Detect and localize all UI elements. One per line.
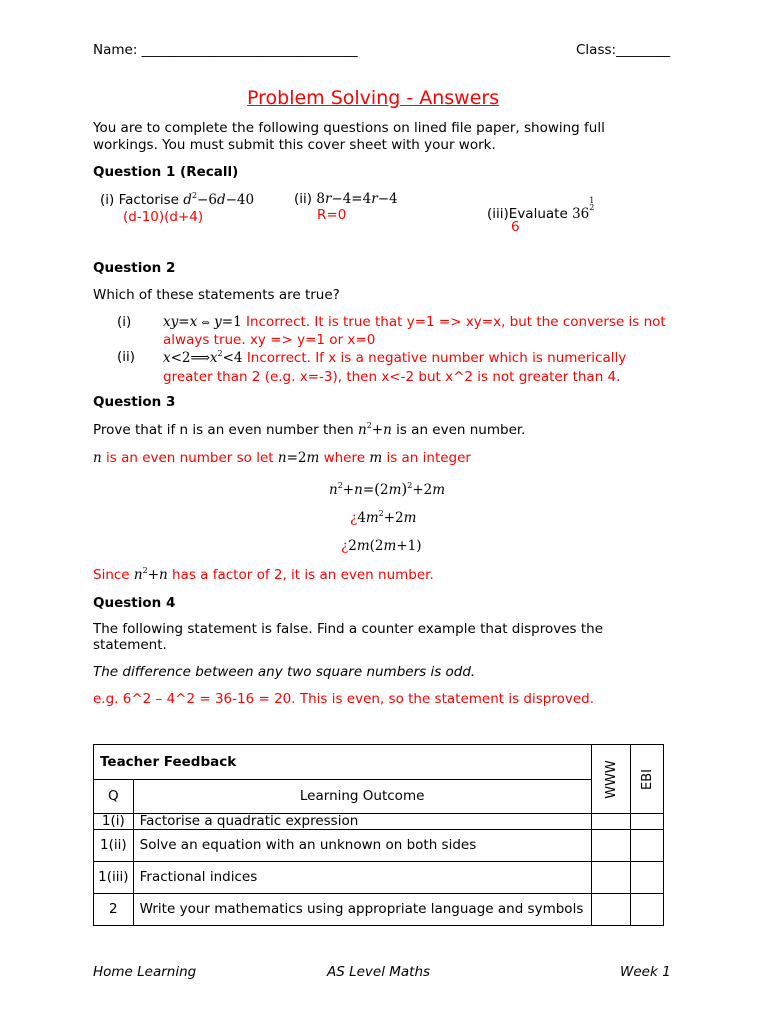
q1-ii-answer: R=0: [317, 207, 347, 223]
q3-let-expression: n=2m: [277, 450, 320, 466]
q3-conclusion-end: has a factor of 2, it is an even number.: [172, 567, 434, 583]
q3-var-n: n: [93, 450, 102, 466]
q-column-header: Q: [94, 780, 134, 814]
row-www-cell[interactable]: [591, 830, 631, 862]
row-ebi-cell[interactable]: [631, 894, 664, 926]
q4-statement: The difference between any two square numbers is odd.: [93, 664, 476, 680]
footer-right: Week 1: [620, 964, 671, 980]
q1-heading: Question 1 (Recall): [93, 164, 239, 180]
q2-i-label: (i): [117, 314, 132, 330]
q1-iii-prefix: (iii)Evaluate: [487, 206, 568, 222]
q1-i-block: [100, 192, 254, 208]
www-header-cell: [591, 745, 631, 814]
row-q: 1(i): [94, 814, 134, 830]
row-www-cell[interactable]: [591, 814, 631, 830]
row-ebi-cell[interactable]: [631, 830, 664, 862]
q1-iii-answer: 6: [511, 219, 520, 235]
table-row: [94, 830, 664, 862]
q3-working-line1: $n^2+n=(2m)^2+2m$: [329, 480, 446, 498]
q1-i-prefix: (i) Factorise: [100, 192, 179, 208]
row-q: 1(ii): [94, 830, 134, 862]
q2-ii-answer: Incorrect. If x is a negative number which is numerically greater than 2 (e.g. x=-3), then x<-2 but x^2 is not greater than 4.: [163, 350, 627, 385]
q1-ii-block: [294, 191, 398, 207]
q3-conclusion-expression: $n^2+n$: [133, 566, 168, 583]
q3-prompt-expression: $n^2+n$: [357, 421, 392, 438]
q1-ii-prefix: (ii): [294, 191, 313, 207]
q2-ii-label: (ii): [117, 349, 136, 365]
q3-heading: Question 3: [93, 394, 176, 410]
q3-let-text-c: is an integer: [386, 450, 471, 466]
name-field-label: Name: ________________________________: [93, 42, 358, 58]
q2-i-answer: Incorrect. It is true that y=1 => xy=x, but the converse is not always true. xy => y=1 or x=0: [163, 314, 666, 348]
table-row: [94, 894, 664, 926]
class-field-label: Class:________: [576, 42, 671, 58]
q1-i-answer: (d-10)(d+4): [123, 209, 204, 225]
q3-let-text-b: where: [323, 450, 366, 466]
row-ebi-cell[interactable]: [631, 862, 664, 894]
footer-left: Home Learning: [93, 964, 197, 980]
q2-ii-block: [163, 349, 673, 387]
table-row: [94, 814, 664, 830]
q2-i-statement: xy=x ⇔ y=1: [163, 314, 242, 330]
q3-working-line3: ¿2m(2m+1): [341, 538, 422, 554]
outcome-column-header: Learning Outcome: [133, 780, 591, 814]
q2-i-block: [163, 314, 673, 349]
row-q: 1(iii): [94, 862, 134, 894]
page-title: Problem Solving - Answers: [247, 87, 500, 109]
q3-working-line2: ¿$4m^2+2m$: [350, 509, 417, 526]
table-row: [94, 862, 664, 894]
row-q: 2: [94, 894, 134, 926]
www-header: WWW: [603, 759, 619, 799]
q2-prompt: Which of these statements are true?: [93, 287, 340, 303]
row-ebi-cell[interactable]: [631, 814, 664, 830]
q3-var-m: m: [369, 450, 383, 466]
q3-prompt-end: is an even number.: [396, 422, 526, 438]
q1-iii-expression: 361 2: [572, 196, 595, 222]
row-outcome: Fractional indices: [133, 862, 591, 894]
q4-prompt: The following statement is false. Find a counter example that disproves the statement.: [93, 621, 604, 653]
ebi-header-cell: [631, 745, 664, 814]
q3-let-text-a: is an even number so let: [106, 450, 274, 466]
feedback-heading: Teacher Feedback: [94, 745, 592, 780]
q3-prompt: [93, 422, 525, 438]
q3-conclusion: [93, 567, 434, 583]
teacher-feedback-table: [93, 744, 664, 926]
row-outcome: Solve an equation with an unknown on both sides: [133, 830, 591, 862]
intro-text: You are to complete the following questions on lined file paper, showing full workings. You must submit this cover sheet with your work.: [93, 120, 605, 153]
q3-let-line: [93, 450, 471, 466]
q2-heading: Question 2: [93, 260, 176, 276]
ebi-header: EBI: [639, 768, 655, 790]
row-www-cell[interactable]: [591, 894, 631, 926]
footer-center: AS Level Maths: [327, 964, 431, 980]
row-outcome: Write your mathematics using appropriate language and symbols: [133, 894, 591, 926]
row-www-cell[interactable]: [591, 862, 631, 894]
q3-conclusion-start: Since: [93, 567, 130, 583]
q4-answer: e.g. 6^2 – 4^2 = 36-16 = 20. This is even, so the statement is disproved.: [93, 691, 595, 707]
row-outcome: Factorise a quadratic expression: [133, 814, 591, 830]
q2-ii-statement: $x<2⟹x^2<4$: [163, 349, 243, 366]
q3-prompt-start: Prove that if n is an even number then: [93, 422, 354, 438]
q4-heading: Question 4: [93, 595, 176, 611]
q1-iii-block: [487, 197, 594, 222]
q1-i-expression: $d^2-6d-40$: [183, 191, 255, 208]
q1-ii-expression: 8r−4=4r−4: [316, 191, 398, 207]
